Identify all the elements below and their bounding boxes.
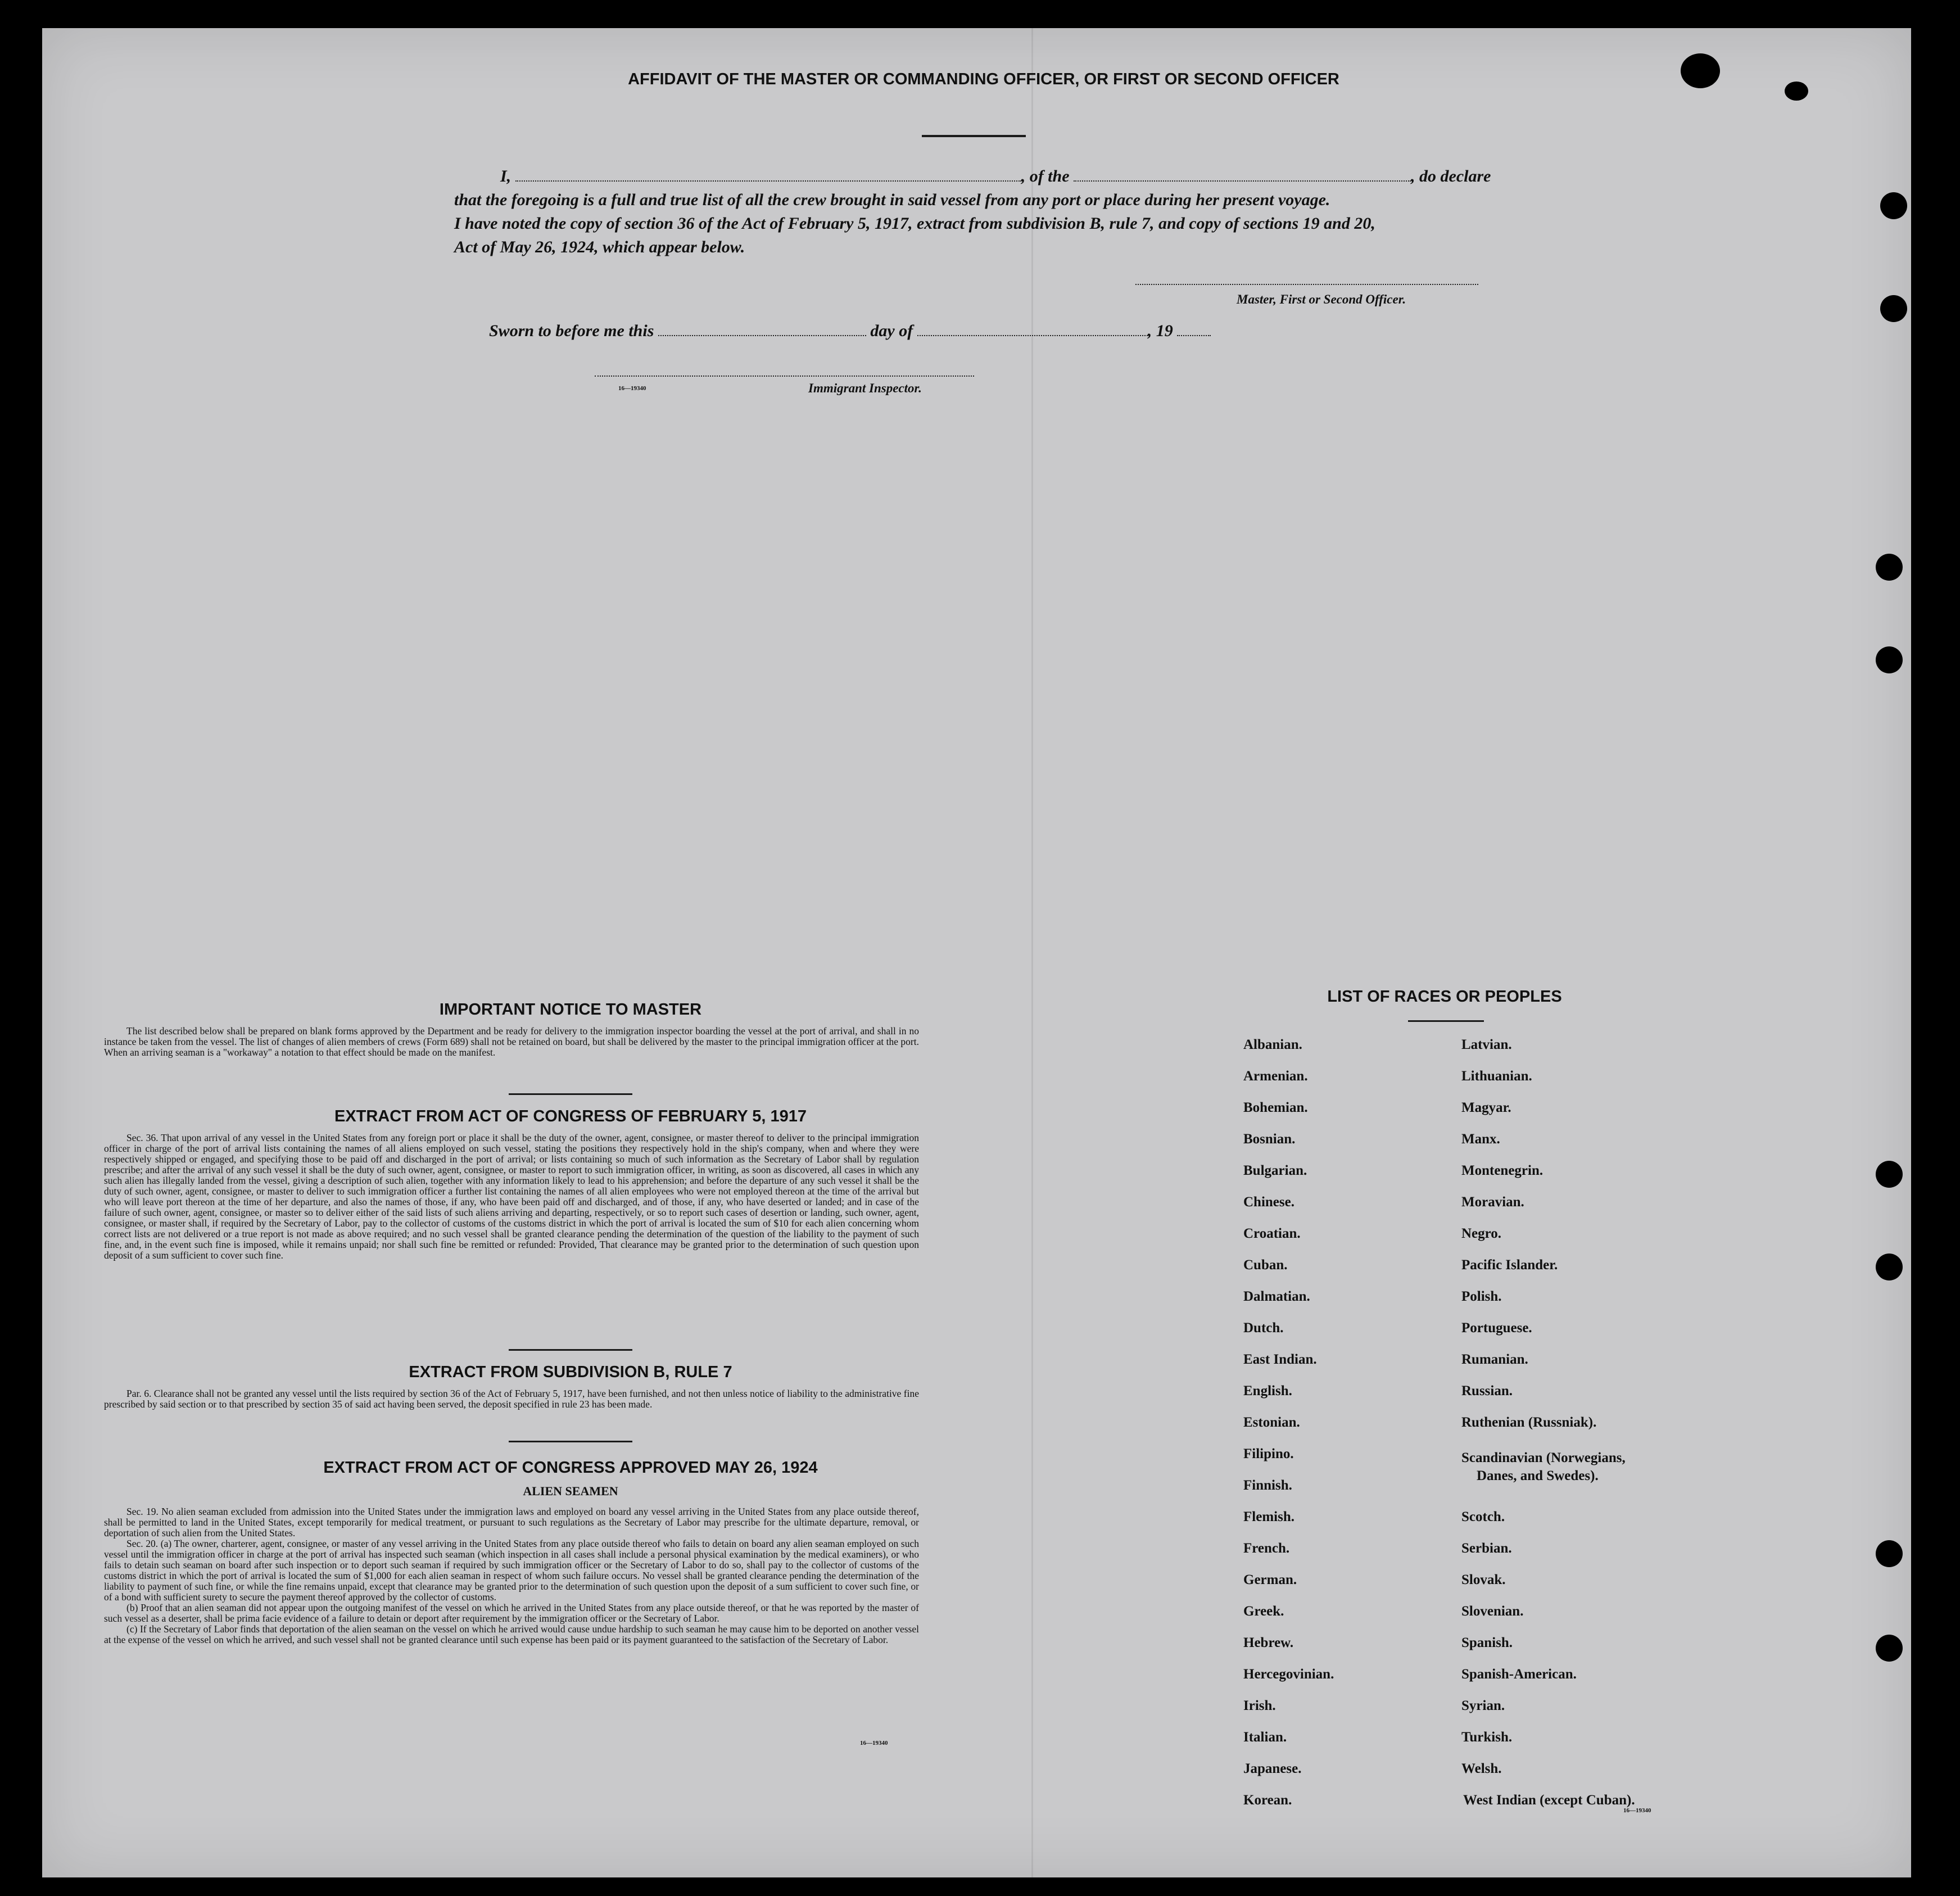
punch-hole (1880, 192, 1907, 219)
form-number-right: 16—19340 (1623, 1807, 1651, 1814)
master-caption: Master, First or Second Officer. (1237, 292, 1406, 306)
race-item: Syrian. (1461, 1698, 1505, 1713)
race-item: English. (1243, 1383, 1292, 1399)
notice-text (104, 1026, 919, 1058)
inspector-signature-field[interactable] (595, 375, 974, 377)
punch-hole (1876, 554, 1903, 581)
race-item: Albanian. (1243, 1037, 1302, 1052)
declaration-line-4: Act of May 26, 1924, which appear below. (454, 238, 745, 256)
race-item: East Indian. (1243, 1352, 1317, 1367)
sworn-month-field[interactable] (917, 335, 1148, 336)
sec-20a-paragraph: Sec. 20. (a) The owner, charterer, agent, consignee, or master of any vessel arriving in the United States from any place outside thereof who fails to detain on board any alien seaman employed on such vessel until the immigration officer in charge at the port of arrival has inspected such seaman (which inspection in all cases shall include a personal physical examination by the medical examiners), or who fails to detain such seaman on board after such inspection or to deport such seaman if required by such immigration officer or the Secretary of Labor to do so, shall pay to the collector of customs of the customs district in which the port of arrival is located the sum of $1,000 for each alien seaman in respect of whom such failure occurs. No vessel shall be granted clearance pending the determination of the liability to payment of such fine, or while the fine remains unpaid, except that clearance may be granted prior to the determination of such question upon the deposit of a sum sufficient to cover such fine, or of a bond with sufficient surety to secure the payment thereof approved by the collector of customs. (104, 1538, 919, 1603)
label-of: , of the (1021, 167, 1070, 185)
race-item: Slovenian. (1461, 1604, 1524, 1619)
sworn-year-field[interactable] (1177, 335, 1211, 336)
race-item: Spanish. (1461, 1635, 1513, 1650)
inspector-caption: Immigrant Inspector. (808, 381, 922, 395)
race-item: Pacific Islander. (1461, 1257, 1558, 1273)
race-item: Magyar. (1461, 1100, 1511, 1115)
punch-hole (1876, 1540, 1903, 1567)
race-item: Armenian. (1243, 1069, 1308, 1084)
punch-hole (1880, 295, 1907, 322)
extract-1917-title: EXTRACT FROM ACT OF CONGRESS OF FEBRUARY 5, 1917 (334, 1107, 807, 1125)
race-item: Portuguese. (1461, 1320, 1532, 1336)
sec-20c-paragraph: (c) If the Secretary of Labor finds that deportation of the alien seaman on the vessel on which he arrived would cause undue hardship to such seaman he may cause him to be deported on another vessel at the expense of the vessel on which he arrived, and such vessel shall not be granted clearance until such expense has been paid or its payment guaranteed to the satisfaction of the Secretary of Labor. (104, 1623, 919, 1645)
race-item: Moravian. (1461, 1194, 1524, 1210)
race-item: Bohemian. (1243, 1100, 1308, 1115)
punch-hole (1876, 1161, 1903, 1188)
label-declare: , do declare (1411, 167, 1491, 185)
race-item: Latvian. (1461, 1037, 1512, 1052)
extract-1924-title: EXTRACT FROM ACT OF CONGRESS APPROVED MAY 26, 1924 (323, 1459, 818, 1477)
ink-blot (1681, 53, 1720, 88)
extract-1924-text (104, 1506, 919, 1645)
races-rule (1408, 1020, 1484, 1022)
race-item: Bosnian. (1243, 1132, 1296, 1147)
title-rule (922, 135, 1026, 137)
race-item: Lithuanian. (1461, 1069, 1532, 1084)
race-item: Negro. (1461, 1226, 1502, 1241)
race-item: Russian. (1461, 1383, 1513, 1399)
race-item: Japanese. (1243, 1761, 1302, 1776)
punch-hole (1876, 1254, 1903, 1280)
sworn-line (489, 319, 1211, 343)
punch-hole (1876, 1635, 1903, 1662)
notice-paragraph: The list described below shall be prepared on blank forms approved by the Department and be ready for delivery to the immigration inspector boarding the vessel at the port of arrival, and shall in no instance be taken from the vessel. The list of changes of alien members of crews (Form 689) shall not be retained on board, but shall be delivered by the master to the principal immigration officer at the port. When an arriving seaman is a "workaway" a notation to that effect should be made on the manifest. (104, 1025, 919, 1058)
race-item: Irish. (1243, 1698, 1276, 1713)
vessel-field[interactable] (1074, 180, 1411, 182)
section-rule (509, 1093, 632, 1095)
race-item: Flemish. (1243, 1509, 1294, 1524)
subdivision-b-text (104, 1388, 919, 1410)
page-fold (1031, 28, 1033, 1877)
race-item: Italian. (1243, 1730, 1287, 1745)
sworn-year-label: , 19 (1147, 322, 1173, 340)
race-item: Welsh. (1461, 1761, 1502, 1776)
race-item: Rumanian. (1461, 1352, 1528, 1367)
race-item: Korean. (1243, 1793, 1292, 1808)
race-item: Scotch. (1461, 1509, 1505, 1524)
subdivision-b-paragraph: Par. 6. Clearance shall not be granted any vessel until the lists required by section 36 of the Act of February 5, 1917, have been furnished, and not then unless notice of liability to the administrative fine prescribed by said section or to that prescribed by section 35 of said act having been served, the deposit specified in rule 23 has been made. (104, 1388, 919, 1410)
race-item: Croatian. (1243, 1226, 1301, 1241)
sworn-day-label: day of (870, 322, 913, 340)
race-item: Danes, and Swedes). (1477, 1468, 1599, 1483)
race-item: Bulgarian. (1243, 1163, 1307, 1178)
declaration-line-2: that the foregoing is a full and true list of all the crew brought in said vessel from any port or place during her present voyage. (454, 191, 1330, 209)
sec-19-paragraph: Sec. 19. No alien seaman excluded from admission into the United States under the immigration laws and employed on board any vessel arriving in the United States from any place outside thereof, shall be permitted to land in the United States, except temporarily for medical treatment, or pursuant to such regulations as the Secretary of Labor may prescribe for the ultimate departure, removal, or deportation of such alien from the United States. (104, 1506, 919, 1538)
label-i: I, (500, 167, 511, 185)
extract-1917-paragraph: Sec. 36. That upon arrival of any vessel in the United States from any foreign port or place it shall be the duty of the owner, agent, consignee, or master thereof to deliver to the principal immigration officer in charge of the port of arrival lists containing the names of all aliens employed on such vessel, stating the positions they respectively hold in the ship's company, when and where they were respectively shipped or engaged, and specifying those to be paid off and discharged in the port of arrival; or lists containing so much of such information as the Secretary of Labor shall by regulation prescribe; and after the arrival of any such vessel it shall be the duty of such owner, agent, consignee, or master to report to such immigration officer, in writing, as soon as discovered, all cases in which any such alien has illegally landed from the vessel, giving a description of such alien, together with any information likely to lead to his apprehension; and before the departure of any such vessel it shall be the duty of such owner, agent, consignee, or master to deliver to such immigration officer a further list containing the names of all alien employees who were not employed thereon at the time of the arrival but who will leave port thereon at the time of her departure, and also the names of those, if any, who have been paid off and discharged, and of those, if any, who have deserted or landed; and in case of the failure of such owner, agent, consignee, or master so to deliver either of the said lists of such aliens arriving and departing, respectively, or so to report such cases of desertion or landing, such owner, agent, consignee, or master shall, if required by the Secretary of Labor, pay to the collector of customs of the customs district in which the port of arrival is located the sum of $10 for each alien concerning whom correct lists are not delivered or a true report is not made as above required; and no such vessel shall be granted clearance pending the determination of the question of the liability to the payment of such fine, and, in the event such fine is imposed, while it remains unpaid; nor shall such fine be remitted or refunded: Provided, That clearance may be granted prior to the determination of such question upon deposit of a sum sufficient to cover such fine. (104, 1132, 919, 1261)
race-item: Spanish-American. (1461, 1667, 1577, 1682)
name-field[interactable] (515, 180, 1021, 182)
extract-1917-text (104, 1133, 919, 1261)
race-item: Finnish. (1243, 1478, 1292, 1493)
race-item: Hebrew. (1243, 1635, 1294, 1650)
race-item: Scandinavian (Norwegians, (1461, 1450, 1626, 1465)
sec-20b-paragraph: (b) Proof that an alien seaman did not appear upon the outgoing manifest of the vessel on which he arrived in the United States from any place outside thereof, or that he was reported by the master of such vessel as a deserter, shall be prima facie evidence of a failure to detain or deport after requirement by the immigration officer or the Secretary of Labor. (104, 1602, 919, 1624)
race-item: Dalmatian. (1243, 1289, 1310, 1304)
subdivision-b-title: EXTRACT FROM SUBDIVISION B, RULE 7 (409, 1363, 732, 1381)
notice-title: IMPORTANT NOTICE TO MASTER (439, 1001, 702, 1019)
punch-hole (1876, 646, 1903, 673)
master-signature-field[interactable] (1135, 284, 1478, 285)
sworn-day-field[interactable] (658, 335, 866, 336)
race-item: Cuban. (1243, 1257, 1288, 1273)
race-item: Turkish. (1461, 1730, 1513, 1745)
form-number-top: 16—19340 (618, 385, 646, 392)
races-title: LIST OF RACES OR PEOPLES (1327, 988, 1562, 1006)
race-item: French. (1243, 1541, 1290, 1556)
race-item: Filipino. (1243, 1446, 1294, 1461)
race-item: Estonian. (1243, 1415, 1300, 1430)
race-item: West Indian (except Cuban). (1463, 1793, 1635, 1808)
declaration-line-3: I have noted the copy of section 36 of the Act of February 5, 1917, extract from subdivision B, rule 7, and copy of sections 19 and 20, (454, 214, 1375, 233)
race-item: Ruthenian (Russniak). (1461, 1415, 1597, 1430)
form-number-left: 16—19340 (860, 1740, 888, 1746)
race-item: Chinese. (1243, 1194, 1294, 1210)
race-item: Greek. (1243, 1604, 1284, 1619)
sworn-prefix: Sworn to before me this (489, 322, 654, 340)
race-item: Montenegrin. (1461, 1163, 1543, 1178)
race-item: Manx. (1461, 1132, 1500, 1147)
section-rule (509, 1441, 632, 1442)
affidavit-title: AFFIDAVIT OF THE MASTER OR COMMANDING OFFICER, OR FIRST OR SECOND OFFICER (628, 70, 1339, 88)
declaration-line-1 (500, 165, 1501, 188)
section-rule (509, 1349, 632, 1351)
race-item: Dutch. (1243, 1320, 1284, 1336)
ink-blot (1785, 82, 1808, 101)
race-item: Serbian. (1461, 1541, 1512, 1556)
race-item: Polish. (1461, 1289, 1502, 1304)
race-item: German. (1243, 1572, 1297, 1587)
race-item: Hercegovinian. (1243, 1667, 1334, 1682)
race-item: Slovak. (1461, 1572, 1506, 1587)
alien-seamen-subtitle: ALIEN SEAMEN (523, 1484, 618, 1498)
